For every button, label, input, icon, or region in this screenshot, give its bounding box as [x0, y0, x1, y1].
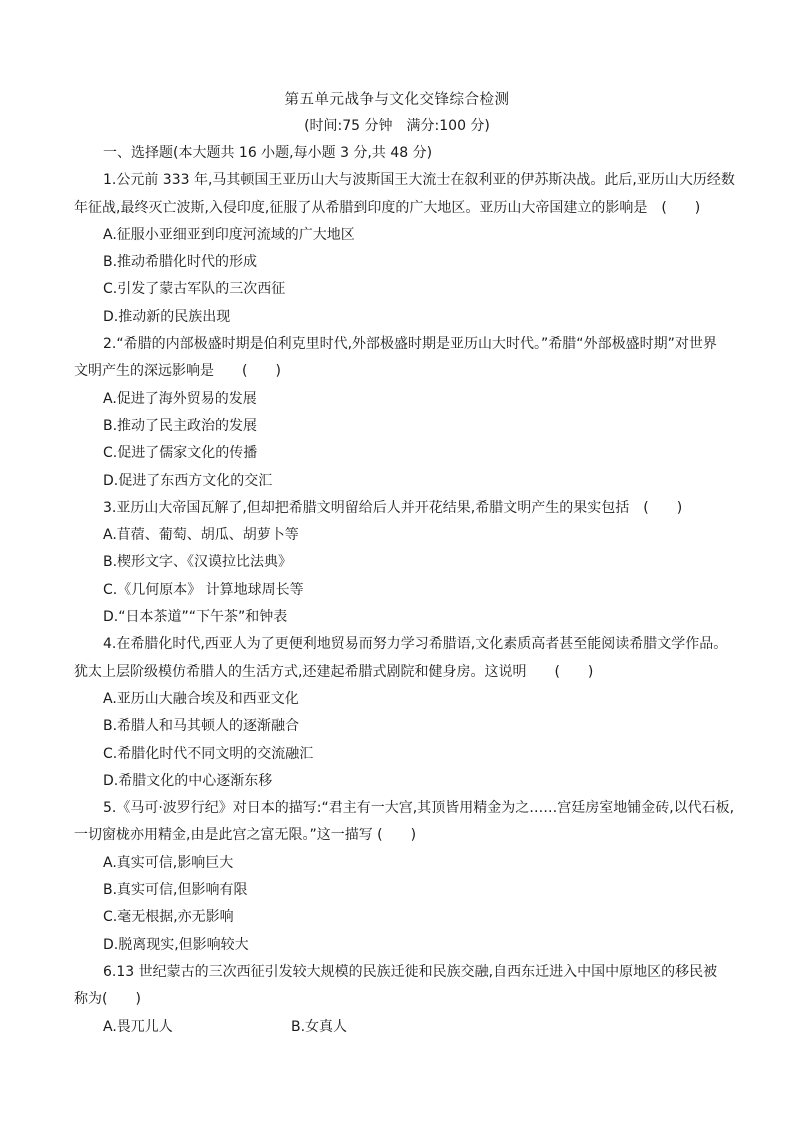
question-1-option-b: B.推动希腊化时代的形成	[103, 254, 258, 271]
exam-info: (时间:75 分钟 满分:100 分)	[304, 118, 490, 134]
question-4-option-b: B.希腊人和马其顿人的逐渐融合	[103, 718, 300, 735]
question-4-option-c: C.希腊化时代不同文明的交流融汇	[103, 745, 314, 762]
question-3-option-a: A.苜蓿、葡萄、胡瓜、胡萝卜等	[103, 527, 299, 544]
section-heading: 一、选择题(本大题共 16 小题,每小题 3 分,共 48 分)	[103, 145, 433, 161]
question-5-option-a: A.真实可信,影响巨大	[103, 854, 234, 871]
question-5-stem-line2: 一切窗栊亦用精金,由是此宫之富无限。”这一描写 ( )	[74, 827, 417, 844]
question-3-stem-line1: 3.亚历山大帝国瓦解了,但却把希腊文明留给后人并开花结果,希腊文明产生的果实包括 ( )	[103, 499, 683, 516]
question-5-option-d: D.脱离现实,但影响较大	[103, 936, 249, 953]
question-list	[74, 140, 735, 1041]
question-2-option-c: C.促进了儒家文化的传播	[103, 445, 258, 462]
question-3-option-b: B.楔形文字、《汉谟拉比法典》	[103, 554, 293, 571]
question-5-option-b: B.真实可信,但影响有限	[103, 882, 248, 899]
question-6-options-row	[74, 1014, 724, 1041]
question-1-stem-line1: 1.公元前 333 年,马其顿国王亚历山大与波斯国王大流士在叙利亚的伊苏斯决战。此后,亚历山大历经数	[103, 172, 735, 189]
question-2-option-b: B.推动了民主政治的发展	[103, 417, 258, 434]
question-1-stem-line2: 年征战,最终灭亡波斯,入侵印度,征服了从希腊到印度的广大地区。亚历山大帝国建立的影响是 ( )	[74, 199, 701, 216]
question-2-stem-line1: 2.“希腊的内部极盛时期是伯利克里时代,外部极盛时期是亚历山大时代。”希腊“外部极盛时期”对世界	[103, 336, 717, 353]
question-6-stem-line2: 称为( )	[74, 991, 141, 1008]
question-3-option-d: D.“日本茶道”“下午茶”和钟表	[103, 609, 288, 626]
question-2-option-a: A.促进了海外贸易的发展	[103, 390, 257, 407]
question-2-option-d: D.促进了东西方文化的交汇	[103, 472, 273, 489]
question-4-stem-line1: 4.在希腊化时代,西亚人为了更便利地贸易而努力学习希腊语,文化素质高者甚至能阅读希腊文学作品。	[103, 636, 728, 653]
question-5-option-c: C.毫无根据,亦无影响	[103, 909, 234, 926]
question-4-stem-line2: 犹太上层阶级模仿希腊人的生活方式,还建起希腊式剧院和健身房。这说明 ( )	[74, 663, 594, 680]
question-5-stem-line1: 5.《马可·波罗行纪》对日本的描写:“君主有一大宫,其顶皆用精金为之……宫廷房室地铺金砖,以代石板,	[103, 800, 735, 817]
question-6-option-b: B.女真人	[291, 1018, 348, 1035]
question-6-stem-line1: 6.13 世纪蒙古的三次西征引发较大规模的民族迁徙和民族交融,自西东迁进入中国中原地区的移民被	[103, 963, 718, 980]
question-1-option-c: C.引发了蒙古军队的三次西征	[103, 281, 286, 298]
question-3-option-c: C.《几何原本》 计算地球周长等	[103, 581, 304, 598]
question-1-option-a: A.征服小亚细亚到印度河流域的广大地区	[103, 226, 355, 243]
question-1-option-d: D.推动新的民族出现	[103, 308, 231, 325]
question-6-option-a: A.畏兀儿人	[103, 1018, 173, 1035]
question-4-option-d: D.希腊文化的中心逐渐东移	[103, 772, 273, 789]
page-title: 第五单元战争与文化交锋综合检测	[284, 92, 510, 108]
question-2-stem-line2: 文明产生的深远影响是 ( )	[74, 363, 281, 380]
question-4-option-a: A.亚历山大融合埃及和西亚文化	[103, 690, 299, 707]
